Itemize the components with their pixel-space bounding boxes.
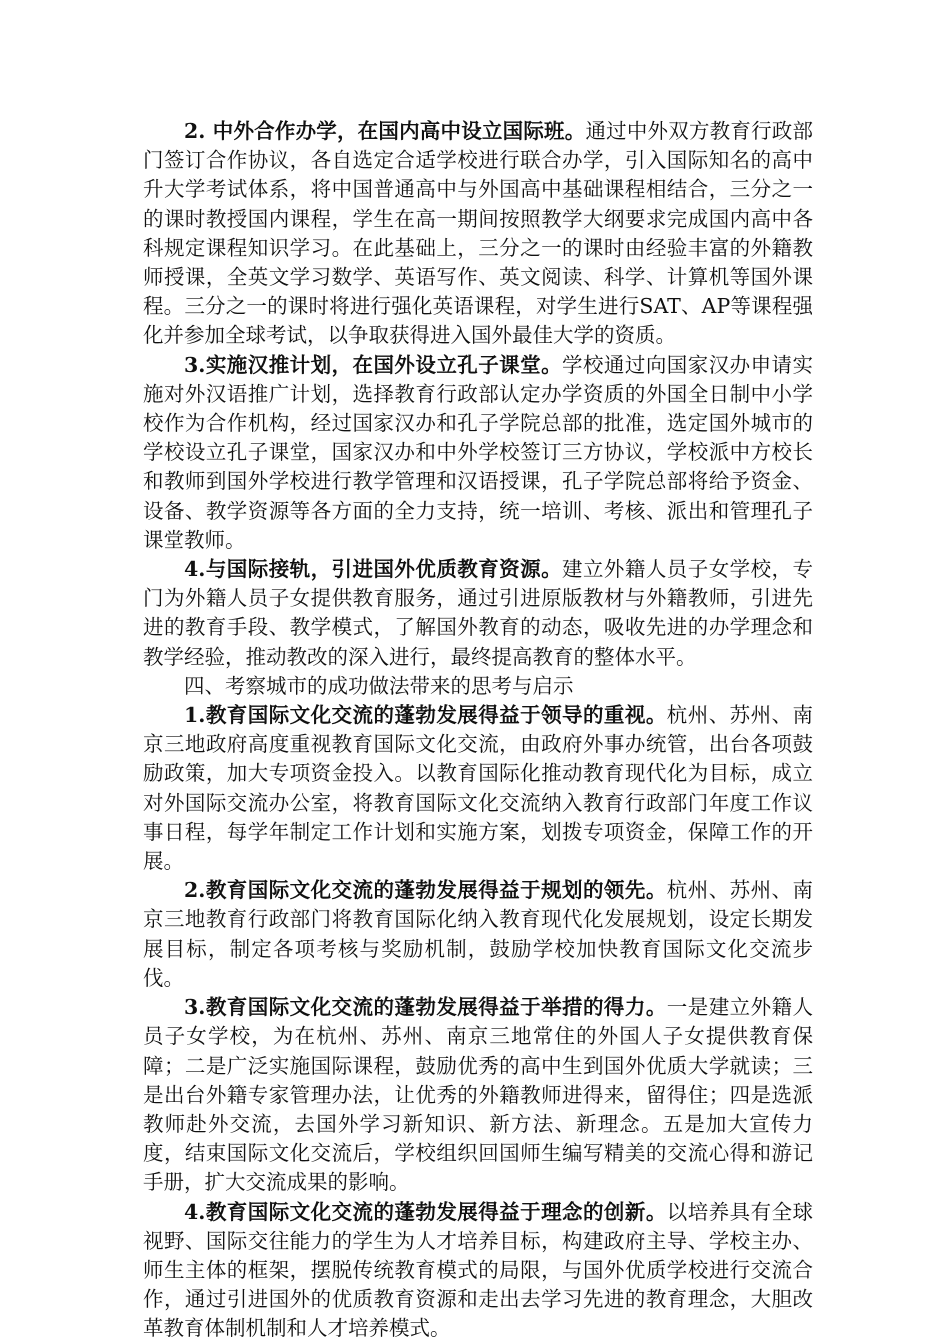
paragraph-lead: 2. 中外合作办学，在国内高中设立国际班。	[184, 119, 586, 143]
paragraph-lead: 3.教育国际文化交流的蓬勃发展得益于举措的得力。	[184, 995, 667, 1020]
paragraph-body: 杭州、苏州、南京三地教育行政部门将教育国际化纳入教育现代化发展规划，设定长期发展目标，制定各项考核与奖励机制，鼓励学校加快教育国际文化交流步伐。	[143, 878, 814, 990]
paragraph-lead: 4.教育国际文化交流的蓬勃发展得益于理念的创新。	[184, 1199, 667, 1224]
paragraph-confucius-classroom	[143, 351, 813, 555]
paragraph-measures	[143, 993, 813, 1197]
paragraph-lead: 2.教育国际文化交流的蓬勃发展得益于规划的领先。	[184, 878, 667, 903]
paragraph-lead: 3.实施汉推计划，在国外设立孔子课堂。	[184, 352, 563, 377]
paragraph-planning	[143, 876, 813, 993]
paragraph-body: 一是建立外籍人员子女学校，为在杭州、苏州、南京三地常住的外国人子女提供教育保障；二是广泛实施国际课程，鼓励优秀的高中生到国外优质大学就读；三是出台外籍专家管理办法，让优秀的外籍教师进得来，留得住；四是选派教师赴外交流，去国外学习新知识、新方法、新理念。五是加大宣传力度，结束国际文化交流后，学校组织回国师生编写精美的交流心得和游记手册，扩大交流成果的影响。	[143, 995, 814, 1195]
paragraph-sino-foreign-cooperation	[143, 117, 813, 351]
paragraph-body: 杭州、苏州、南京三地政府高度重视教育国际文化交流，由政府外事办统管，出台各项鼓励政策，加大专项资金投入。以教育国际化推动教育现代化为目标，成立对外国际交流办公室，将教育国际文化交流纳入教育行政部门年度工作议事日程，每学年制定工作计划和实施方案，划拨专项资金，保障工作的开展。	[143, 703, 814, 874]
paragraph-body: 学校通过向国家汉办申请实施对外汉语推广计划，选择教育行政部认定办学资质的外国全日制中小学校作为合作机构，经过国家汉办和孔子学院总部的批准，选定国外城市的学校设立孔子课堂，国家汉办和中外学校签订三方协议，学校派中方校长和教师到国外学校进行教学管理和汉语授课，孔子学院总部将给予资金、设备、教学资源等各方面的全力支持，统一培训、考核、派出和管理孔子课堂教师。	[143, 352, 813, 552]
paragraph-innovation	[143, 1198, 813, 1344]
paragraph-lead: 4.与国际接轨，引进国外优质教育资源。	[184, 557, 563, 582]
paragraph-body: 建立外籍人员子女学校，专门为外籍人员子女提供教育服务，通过引进原版教材与外籍教师，引进先进的教育手段、教学模式，了解国外教育的动态，吸收先进的办学理念和教学经验，推动教改的深入进行，最终提高教育的整体水平。	[143, 557, 813, 669]
paragraph-leadership	[143, 701, 813, 876]
section-heading: 四、考察城市的成功做法带来的思考与启示	[184, 673, 574, 698]
document-page	[143, 117, 813, 1344]
paragraph-body: 通过中外双方教育行政部门签订合作协议，各自选定合适学校进行联合办学，引入国际知名的高中升大学考试体系，将中国普通高中与外国高中基础课程相结合，三分之一的课时教授国内课程，学生在高一期间按照教学大纲要求完成国内高中各科规定课程知识学习。在此基础上，三分之一的课时由经验丰富的外籍教师授课，全英文学习数学、英语写作、英文阅读、科学、计算机等国外课程。三分之一的课时将进行强化英语课程，对学生进行SAT、AP等课程强化并参加全球考试，以争取获得进入国外最佳大学的资质。	[143, 119, 813, 348]
paragraph-international-resources	[143, 555, 813, 672]
paragraph-body: 以培养具有全球视野、国际交往能力的学生为人才培养目标，构建政府主导、学校主办、师生主体的框架，摆脱传统教育模式的局限，与国外优质学校进行交流合作，通过引进国外的优质教育资源和走出去学习先进的教育理念，大胆改革教育体制机制和人才培养模式。	[143, 1199, 814, 1341]
paragraph-lead: 1.教育国际文化交流的蓬勃发展得益于领导的重视。	[184, 703, 667, 728]
